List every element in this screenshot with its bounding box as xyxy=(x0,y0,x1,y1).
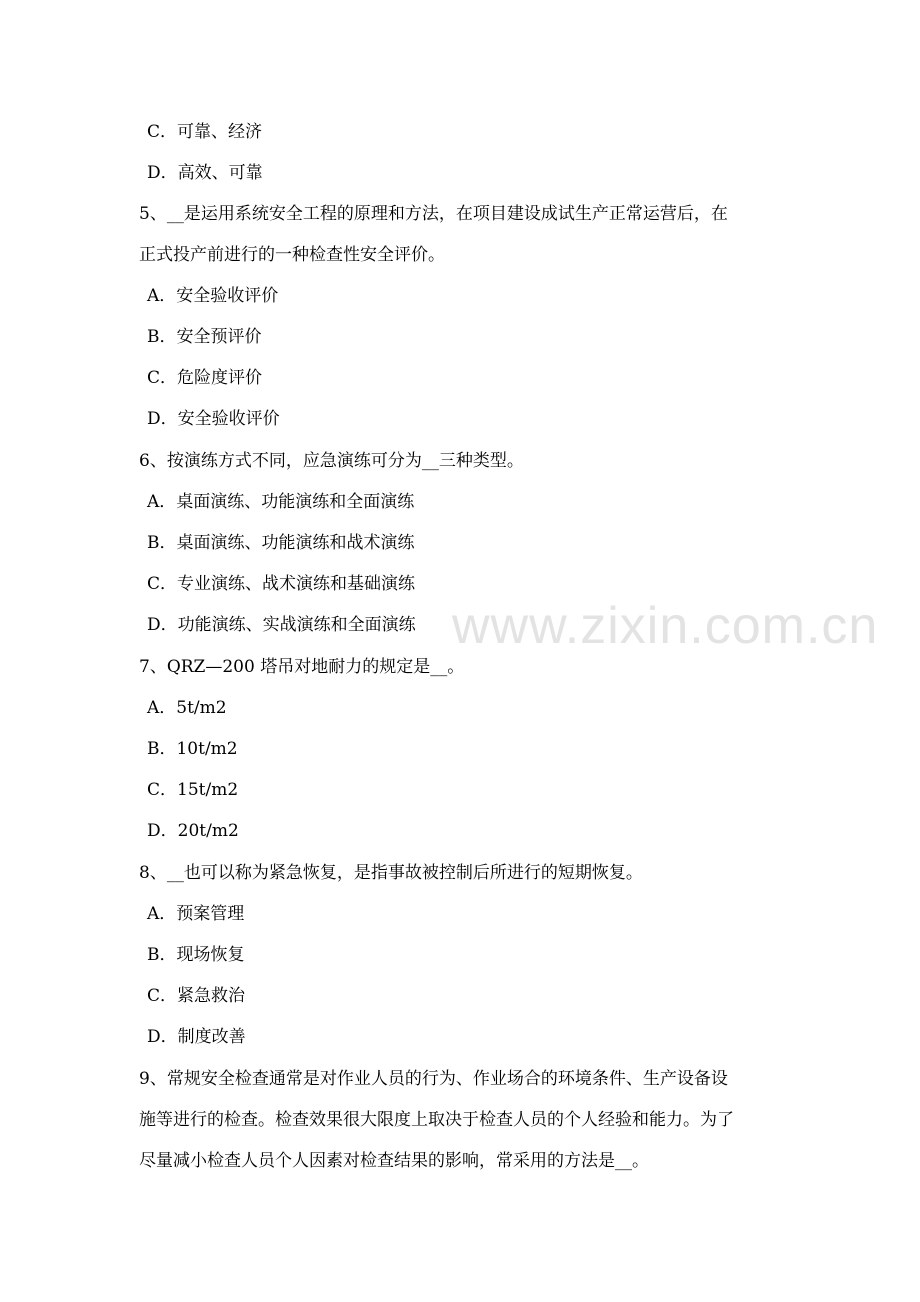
q4-option-d: D．高效、可靠 xyxy=(147,163,263,183)
q5-option-d: D．安全验收评价 xyxy=(147,409,280,429)
q9-stem-line1: 9、常规安全检查通常是对作业人员的行为、作业场合的环境条件、生产设备设 xyxy=(139,1069,728,1089)
q7-option-d: D．20t/m2 xyxy=(147,821,239,841)
q8-stem: 8、__也可以称为紧急恢复，是指事故被控制后所进行的短期恢复。 xyxy=(139,863,643,883)
q6-option-a: A．桌面演练、功能演练和全面演练 xyxy=(147,492,415,512)
q8-option-b: B．现场恢复 xyxy=(147,945,245,965)
q6-option-b: B．桌面演练、功能演练和战术演练 xyxy=(147,533,415,553)
q9-stem-line3: 尽量减小检查人员个人因素对检查结果的影响，常采用的方法是__。 xyxy=(139,1151,649,1171)
q7-option-a: A．5t/m2 xyxy=(147,698,227,718)
q7-stem: 7、QRZ—200 塔吊对地耐力的规定是__。 xyxy=(139,657,465,677)
q7-option-c: C．15t/m2 xyxy=(147,780,239,800)
q8-option-a: A．预案管理 xyxy=(147,904,245,924)
q5-option-c: C．危险度评价 xyxy=(147,368,263,388)
watermark: www.zixin.com.cn xyxy=(452,597,879,655)
q5-stem-line1: 5、__是运用系统安全工程的原理和方法，在项目建设成试生产正常运营后，在 xyxy=(139,204,728,224)
q8-option-d: D．制度改善 xyxy=(147,1027,246,1047)
q5-stem-line2: 正式投产前进行的一种检查性安全评价。 xyxy=(139,245,445,265)
q5-option-b: B．安全预评价 xyxy=(147,327,262,347)
q9-stem-line2: 施等进行的检查。检查效果很大限度上取决于检查人员的个人经验和能力。为了 xyxy=(139,1110,734,1130)
q8-option-c: C．紧急救治 xyxy=(147,986,246,1006)
q6-option-d: D．功能演练、实战演练和全面演练 xyxy=(147,615,416,635)
q5-option-a: A．安全验收评价 xyxy=(147,286,279,306)
q7-option-b: B．10t/m2 xyxy=(147,739,238,759)
q6-option-c: C．专业演练、战术演练和基础演练 xyxy=(147,574,416,594)
q6-stem: 6、按演练方式不同，应急演练可分为__三种类型。 xyxy=(139,451,524,471)
q4-option-c: C．可靠、经济 xyxy=(147,122,263,142)
